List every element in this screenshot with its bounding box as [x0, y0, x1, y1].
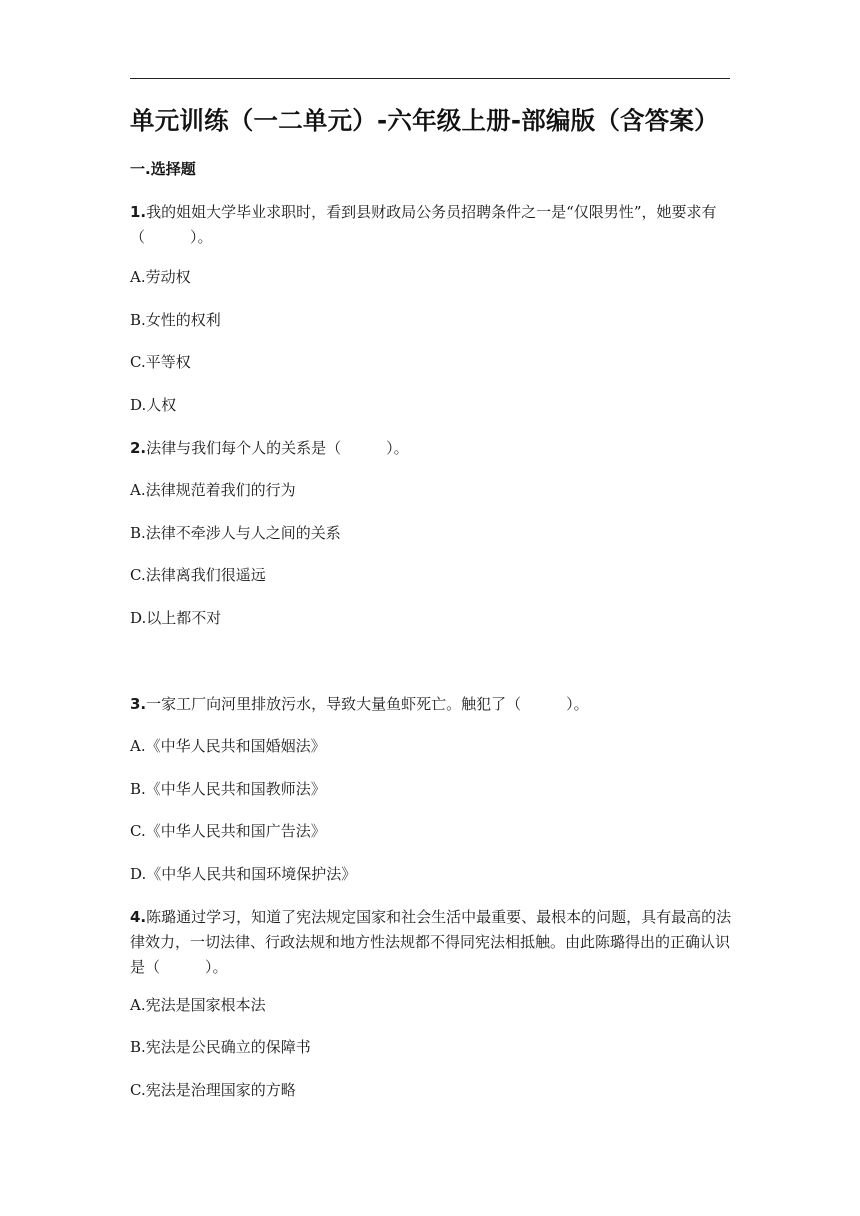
question-1-option-a: A.劳动权 [130, 268, 191, 286]
question-4-option-c: C.宪法是治理国家的方略 [130, 1081, 296, 1099]
question-3-option-c: C.《中华人民共和国广告法》 [130, 822, 326, 840]
question-4-option-a: A.宪法是国家根本法 [130, 996, 266, 1014]
question-text: 法律与我们每个人的关系是（ ）。 [146, 439, 409, 457]
question-1-option-c: C.平等权 [130, 353, 191, 371]
question-1-option-d: D.人权 [130, 396, 177, 414]
question-1-option-b: B.女性的权利 [130, 311, 221, 329]
section-title: 一.选择题 [130, 160, 196, 178]
question-2-option-d: D.以上都不对 [130, 609, 222, 627]
question-3-stem [130, 692, 735, 717]
question-number: 4. [130, 908, 147, 926]
question-2-option-a: A.法律规范着我们的行为 [130, 481, 296, 499]
question-text: 陈璐通过学习，知道了宪法规定国家和社会生活中最重要、最根本的问题，具有最高的法律效力，一切法律、行政法规和地方性法规都不得同宪法相抵触。由此陈璐得出的正确认识是（ ）。 [130, 908, 732, 976]
question-number: 3. [130, 695, 147, 713]
question-4-option-b: B.宪法是公民确立的保障书 [130, 1038, 311, 1056]
question-1-stem [130, 200, 735, 250]
question-3-option-d: D.《中华人民共和国环境保护法》 [130, 865, 357, 883]
document-title: 单元训练（一二单元）-六年级上册-部编版（含答案） [130, 106, 719, 135]
question-text: 我的姐姐大学毕业求职时，看到县财政局公务员招聘条件之一是“仅限男性”，她要求有（ ）。 [130, 203, 717, 246]
question-number: 1. [130, 203, 147, 221]
question-4-stem [130, 905, 735, 980]
question-3-option-a: A.《中华人民共和国婚姻法》 [130, 737, 326, 755]
question-3-option-b: B.《中华人民共和国教师法》 [130, 780, 326, 798]
question-2-stem [130, 436, 735, 461]
header-rule [130, 78, 730, 79]
question-2-option-b: B.法律不牵涉人与人之间的关系 [130, 524, 341, 542]
question-text: 一家工厂向河里排放污水，导致大量鱼虾死亡。触犯了（ ）。 [146, 695, 589, 713]
question-number: 2. [130, 439, 147, 457]
question-2-option-c: C.法律离我们很遥远 [130, 566, 266, 584]
